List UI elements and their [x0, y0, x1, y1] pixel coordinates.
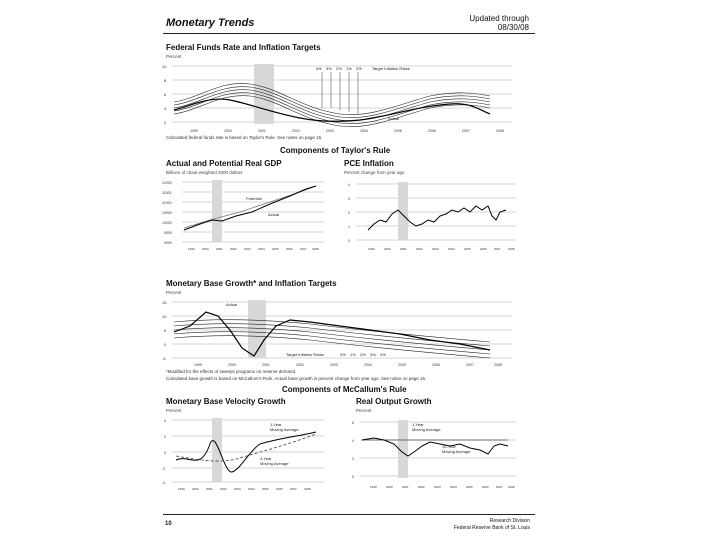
- x-tick-label: 2001: [262, 363, 270, 367]
- page-title: Monetary Trends: [166, 17, 255, 29]
- fed-funds-chart: [160, 60, 520, 136]
- x-tick-label: 2006: [276, 487, 283, 491]
- y-tick-label: 8: [164, 78, 167, 83]
- x-tick-label: 2002: [296, 363, 304, 367]
- inflation-target-label: 0%: [356, 66, 362, 71]
- y-tick-label: 6: [164, 92, 167, 97]
- x-tick-label: 2000: [384, 247, 391, 251]
- mccallum-section-title: Components of McCallum's Rule: [282, 385, 407, 394]
- x-tick-label: 2000: [386, 485, 393, 489]
- target-line-3: [174, 87, 490, 118]
- y-tick-label: -2: [162, 467, 166, 471]
- y-tick-label: 2: [164, 435, 166, 439]
- y-tick-label: 10500: [162, 211, 172, 215]
- y-tick-label: 2: [352, 457, 354, 461]
- taylor-section-title: Components of Taylor's Rule: [280, 146, 391, 155]
- output-unit: Percent: [356, 408, 372, 413]
- updated-date: 08/30/08: [497, 23, 529, 32]
- x-tick-label: 2003: [326, 129, 334, 133]
- potential-label: Potential: [246, 196, 262, 201]
- inflation-target-label: 4%: [380, 352, 386, 357]
- x-tick-label: 2005: [394, 129, 402, 133]
- footer-rule: [163, 514, 535, 515]
- x-tick-label: 2003: [244, 247, 251, 251]
- x-tick-label: 2002: [230, 247, 237, 251]
- x-tick-label: 2002: [220, 487, 227, 491]
- x-tick-label: 2007: [300, 247, 307, 251]
- x-tick-label: 2005: [262, 487, 269, 491]
- output-chart: [348, 414, 520, 492]
- y-tick-label: 5: [164, 328, 167, 333]
- gdp-chart: [160, 176, 328, 254]
- x-tick-label: 2003: [234, 487, 241, 491]
- x-tick-label: 2001: [402, 485, 409, 489]
- x-tick-label: 2006: [286, 247, 293, 251]
- velocity-unit: Percent: [166, 408, 182, 413]
- x-tick-label: 2008: [494, 363, 502, 367]
- x-tick-label: 2005: [466, 485, 473, 489]
- x-tick-label: 2004: [360, 129, 368, 133]
- y-tick-label: 2: [164, 120, 167, 125]
- x-tick-label: 2003: [434, 485, 441, 489]
- x-tick-label: 2006: [432, 363, 440, 367]
- base-growth-note-2: Calculated base growth is based on McCallum's Rule. Actual base growth is percent change from year ago. See notes on page 15.: [166, 376, 427, 381]
- inflation-target-label: 2%: [336, 66, 342, 71]
- y-tick-label: 11000: [162, 201, 172, 205]
- target-line-2: [174, 328, 490, 350]
- x-tick-label: 2000: [224, 129, 232, 133]
- x-tick-label: 1999: [194, 363, 202, 367]
- y-tick-label: 4: [164, 106, 167, 111]
- pce-unit: Percent change from year ago: [344, 170, 405, 175]
- y-tick-label: 15: [162, 300, 167, 305]
- x-tick-label: 2007: [462, 129, 470, 133]
- fed-funds-note: Calculated federal funds rate is based on Taylor's Rule. See notes on page 15.: [166, 135, 323, 140]
- actual-label: Actual: [226, 302, 238, 307]
- base-growth-unit: Percent: [166, 290, 182, 295]
- velocity-title: Monetary Base Velocity Growth: [166, 397, 286, 406]
- one-year-label: 1-Year Moving Average: [412, 422, 441, 432]
- page-number: 10: [165, 521, 172, 527]
- x-tick-label: 2008: [312, 247, 319, 251]
- x-tick-label: 2007: [494, 247, 501, 251]
- x-tick-label: 2001: [216, 247, 223, 251]
- potential-gdp-line: [184, 186, 316, 228]
- x-tick-label: 2005: [272, 247, 279, 251]
- output-1yr-line: [362, 438, 508, 456]
- inflation-target-label: 1%: [350, 352, 356, 357]
- x-tick-label: 2006: [428, 129, 436, 133]
- x-tick-label: 1999: [178, 487, 185, 491]
- target-legend: Target Inflation Rates: [286, 352, 324, 357]
- inflation-target-label: 2%: [360, 352, 366, 357]
- y-tick-label: 10000: [162, 221, 172, 225]
- fed-funds-unit: Percent: [166, 54, 182, 59]
- x-tick-label: 2006: [482, 485, 489, 489]
- y-tick-label: 4: [352, 439, 354, 443]
- velocity-4yr-line: [176, 434, 316, 461]
- y-tick-label: 9500: [164, 231, 172, 235]
- inflation-target-label: 3%: [326, 66, 332, 71]
- y-tick-label: 10: [162, 64, 167, 69]
- pce-title: PCE Inflation: [344, 159, 394, 168]
- target-line-4: [174, 336, 490, 358]
- base-growth-note-1: *Modified for the effects of sweeps programs on reserve demand.: [166, 369, 297, 374]
- y-tick-label: -5: [162, 356, 166, 361]
- y-tick-label: 11500: [162, 191, 172, 195]
- fed-funds-title: Federal Funds Rate and Inflation Targets: [166, 43, 321, 52]
- y-tick-label: 0: [352, 475, 354, 479]
- x-tick-label: 2002: [416, 247, 423, 251]
- x-tick-label: 2004: [448, 247, 455, 251]
- actual-gdp-line: [184, 186, 316, 230]
- recession-shade: [212, 418, 222, 482]
- y-tick-label: 0: [164, 342, 167, 347]
- y-tick-label: 12000: [162, 181, 172, 185]
- x-tick-label: 2005: [464, 247, 471, 251]
- base-growth-title: Monetary Base Growth* and Inflation Targets: [166, 279, 337, 288]
- y-tick-label: 1: [348, 225, 350, 229]
- ten-year-label: 10-Year Moving Average: [442, 444, 471, 454]
- target-legend: Target Inflation Rates: [372, 66, 410, 71]
- x-tick-label: 2004: [248, 487, 255, 491]
- updated-through: [463, 14, 529, 32]
- gdp-title: Actual and Potential Real GDP: [166, 159, 282, 168]
- x-tick-label: 2004: [450, 485, 457, 489]
- y-tick-label: 10: [162, 314, 167, 319]
- actual-label: Actual: [268, 212, 280, 217]
- pce-chart: [344, 176, 520, 254]
- x-tick-label: 1999: [190, 129, 198, 133]
- x-tick-label: 2000: [192, 487, 199, 491]
- recession-shade: [248, 300, 266, 358]
- x-tick-label: 2008: [508, 247, 515, 251]
- x-tick-label: 2001: [258, 129, 266, 133]
- y-tick-label: 6: [352, 421, 354, 425]
- x-tick-label: 2005: [398, 363, 406, 367]
- x-tick-label: 2001: [206, 487, 213, 491]
- x-tick-label: 2004: [258, 247, 265, 251]
- bank-name: Federal Reserve Bank of St. Louis: [453, 525, 530, 531]
- output-title: Real Output Growth: [356, 397, 432, 406]
- target-line-3: [174, 332, 490, 354]
- x-tick-label: 2007: [466, 363, 474, 367]
- footer-credit: [440, 518, 530, 532]
- inflation-target-label: 1%: [346, 66, 352, 71]
- x-tick-label: 2008: [304, 487, 311, 491]
- x-tick-label: 1999: [368, 247, 375, 251]
- updated-label: Updated through: [469, 14, 529, 23]
- gdp-unit: Billions of chain-weighted 2000 dollars: [166, 170, 243, 175]
- y-tick-label: 0: [348, 239, 350, 243]
- y-tick-label: 3: [348, 197, 350, 201]
- inflation-target-label: 4%: [316, 66, 322, 71]
- y-tick-label: -4: [162, 481, 166, 485]
- four-year-label: 4-Year Moving Average: [260, 456, 289, 466]
- actual-base-growth-line: [174, 312, 490, 356]
- x-tick-label: 2007: [496, 485, 503, 489]
- x-tick-label: 2004: [364, 363, 372, 367]
- x-tick-label: 2006: [480, 247, 487, 251]
- actual-label: Actual: [388, 116, 400, 121]
- x-tick-label: 2002: [418, 485, 425, 489]
- x-tick-label: 2001: [400, 247, 407, 251]
- x-tick-label: 2008: [496, 129, 504, 133]
- inflation-target-label: 3%: [370, 352, 376, 357]
- header-rule: [163, 33, 535, 34]
- y-tick-label: 4: [348, 183, 350, 187]
- y-tick-label: 9000: [164, 241, 172, 245]
- recession-shade: [212, 180, 222, 242]
- research-division: Research Division: [489, 518, 530, 524]
- x-tick-label: 2002: [292, 129, 300, 133]
- x-tick-label: 2003: [432, 247, 439, 251]
- x-tick-label: 1999: [188, 247, 195, 251]
- pce-inflation-line: [368, 206, 506, 230]
- base-growth-chart: [160, 296, 520, 370]
- x-tick-label: 2008: [508, 485, 515, 489]
- inflation-target-label: 0%: [340, 352, 346, 357]
- y-tick-label: 4: [164, 419, 166, 423]
- x-tick-label: 2007: [290, 487, 297, 491]
- x-tick-label: 2003: [330, 363, 338, 367]
- y-tick-label: 0: [164, 451, 166, 455]
- actual-fed-funds-line: [174, 99, 490, 121]
- y-tick-label: 2: [348, 211, 350, 215]
- one-year-label: 1-Year Moving Average: [270, 422, 299, 432]
- x-tick-label: 2000: [228, 363, 236, 367]
- velocity-chart: [160, 414, 328, 492]
- x-tick-label: 2000: [202, 247, 209, 251]
- x-tick-label: 1999: [370, 485, 377, 489]
